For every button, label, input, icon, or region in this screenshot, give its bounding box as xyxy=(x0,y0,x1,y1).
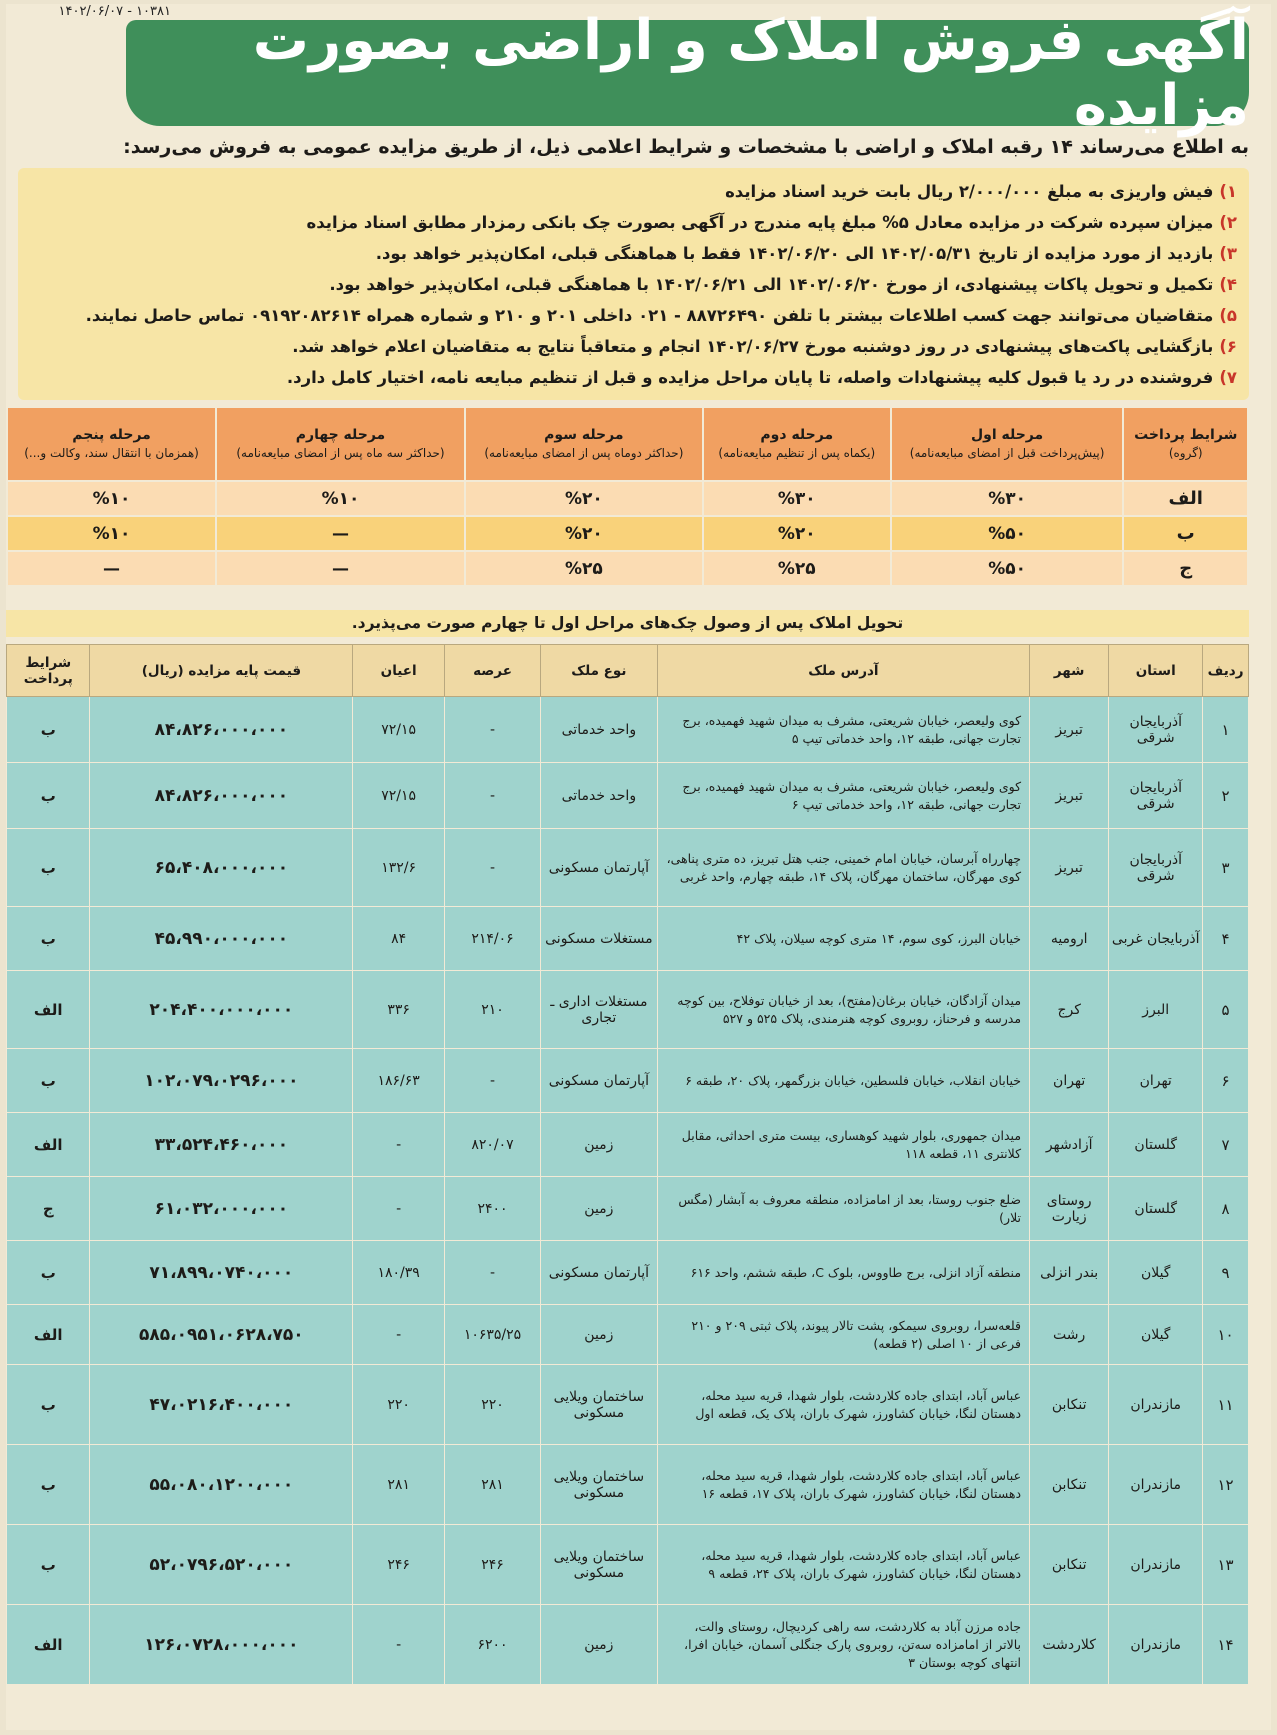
condition-number: ۶) xyxy=(1219,337,1237,356)
payment-group-cell: الف xyxy=(7,971,90,1049)
address-cell: عباس آباد، ابتدای جاده کلاردشت، بلوار شهدا، قریه سید محله، دهستان لنگا، خیابان کشاورز، شهرک باران، پلاک ۲۴، قطعه ۹ xyxy=(657,1525,1029,1605)
condition-text: بازدید از مورد مزایده از تاریخ ۱۴۰۲/۰۵/۳۱ الی ۱۴۰۲/۰۶/۲۰ فقط با هماهنگی قبلی، امکان‌پذیر خواهد بود. xyxy=(375,244,1214,263)
province-cell: آذربایجان شرقی xyxy=(1109,829,1203,907)
address-cell: خیابان البرز، کوی سوم، ۱۴ متری کوچه سیلان، پلاک ۴۲ xyxy=(657,907,1029,971)
row-number-cell: ۶ xyxy=(1203,1049,1249,1113)
land-area-cell: - xyxy=(445,697,541,763)
row-number-cell: ۳ xyxy=(1203,829,1249,907)
table-header-cell: قیمت پایه مزایده (ریال) xyxy=(90,645,353,697)
property-type-cell: مستغلات اداری ـ تجاری xyxy=(540,971,657,1049)
payment-group: ب xyxy=(1123,516,1248,551)
table-row xyxy=(7,697,1249,763)
building-area-cell: ۲۲۰ xyxy=(353,1365,445,1445)
payment-group-cell: ب xyxy=(7,697,90,763)
table-header-cell: عرصه xyxy=(445,645,541,697)
building-area-cell: - xyxy=(353,1305,445,1365)
condition-item xyxy=(30,176,1237,207)
payment-group: الف xyxy=(1123,481,1248,516)
payment-group-cell: الف xyxy=(7,1113,90,1177)
condition-number: ۱) xyxy=(1219,182,1237,201)
condition-number: ۲) xyxy=(1219,213,1237,232)
table-row xyxy=(7,907,1249,971)
address-cell: عباس آباد، ابتدای جاده کلاردشت، بلوار شهدا، قریه سید محله، دهستان لنگا، خیابان کشاورز، شهرک باران، پلاک یک، قطعه اول xyxy=(657,1365,1029,1445)
condition-number: ۷) xyxy=(1219,368,1237,387)
city-cell: آزادشهر xyxy=(1030,1113,1109,1177)
condition-text: فیش واریزی به مبلغ ۲/۰۰۰/۰۰۰ ریال بابت خرید اسناد مزایده xyxy=(725,182,1214,201)
payment-group-cell: ب xyxy=(7,829,90,907)
table-header-cell: استان xyxy=(1109,645,1203,697)
table-row xyxy=(7,1445,1249,1525)
building-area-cell: ۱۳۲/۶ xyxy=(353,829,445,907)
city-cell: تنکابن xyxy=(1030,1445,1109,1525)
payment-group-cell: ب xyxy=(7,1049,90,1113)
land-area-cell: - xyxy=(445,1049,541,1113)
land-area-cell: - xyxy=(445,1241,541,1305)
properties-table-header xyxy=(7,645,1249,697)
building-area-cell: ۲۸۱ xyxy=(353,1445,445,1525)
province-cell: مازندران xyxy=(1109,1525,1203,1605)
payment-table-header xyxy=(7,407,1248,481)
base-price-cell: ۵۵،۰۸۰،۱۲۰۰،۰۰۰ xyxy=(90,1445,353,1525)
table-header-cell: اعیان xyxy=(353,645,445,697)
condition-number: ۴) xyxy=(1219,275,1237,294)
row-number-cell: ۸ xyxy=(1203,1177,1249,1241)
land-area-cell: - xyxy=(445,829,541,907)
base-price-cell: ۸۴،۸۲۶،۰۰۰،۰۰۰ xyxy=(90,697,353,763)
payment-header-cell: مرحله پنجم (همزمان با انتقال سند، وکالت و...) xyxy=(7,407,216,481)
province-cell: البرز xyxy=(1109,971,1203,1049)
payment-terms-table xyxy=(6,406,1249,587)
row-number-cell: ۱۳ xyxy=(1203,1525,1249,1605)
table-header-cell: شرایط پرداخت xyxy=(7,645,90,697)
base-price-cell: ۵۸۵،۰۹۵۱،۰۶۲۸،۷۵۰ xyxy=(90,1305,353,1365)
payment-percent: %۵۰ xyxy=(891,551,1124,586)
row-number-cell: ۱۲ xyxy=(1203,1445,1249,1525)
condition-item xyxy=(30,238,1237,269)
payment-group-cell: الف xyxy=(7,1605,90,1685)
condition-text: میزان سپرده شرکت در مزایده معادل ۵% مبلغ پایه مندرج در آگهی بصورت چک بانکی رمزدار مطابق اسناد مزایده xyxy=(306,213,1214,232)
payment-percent: — xyxy=(216,516,465,551)
issue-number: ۱۴۰۲/۰۶/۰۷ - ۱۰۳۸۱ xyxy=(58,4,171,19)
condition-item xyxy=(30,269,1237,300)
newspaper-page xyxy=(6,4,1271,1730)
province-cell: آذربایجان غربی xyxy=(1109,907,1203,971)
address-cell: کوی ولیعصر، خیابان شریعتی، مشرف به میدان شهید فهمیده، برج تجارت جهانی، طبقه ۱۲، واحد خدماتی تیپ ۵ xyxy=(657,697,1029,763)
payment-group-cell: ب xyxy=(7,1525,90,1605)
table-row xyxy=(7,763,1249,829)
base-price-cell: ۶۱،۰۳۲،۰۰۰،۰۰۰ xyxy=(90,1177,353,1241)
table-header-cell: نوع ملک xyxy=(540,645,657,697)
address-cell: کوی ولیعصر، خیابان شریعتی، مشرف به میدان شهید فهمیده، برج تجارت جهانی، طبقه ۱۲، واحد خدماتی تیپ ۶ xyxy=(657,763,1029,829)
base-price-cell: ۷۱،۸۹۹،۰۷۴۰،۰۰۰ xyxy=(90,1241,353,1305)
address-cell: ضلع جنوب روستا، بعد از امامزاده، منطقه معروف به آبشار (مگس تلار) xyxy=(657,1177,1029,1241)
payment-group-cell: ج xyxy=(7,1177,90,1241)
row-number-cell: ۲ xyxy=(1203,763,1249,829)
row-number-cell: ۱۰ xyxy=(1203,1305,1249,1365)
property-type-cell: واحد خدماتی xyxy=(540,697,657,763)
city-cell: تهران xyxy=(1030,1049,1109,1113)
building-area-cell: - xyxy=(353,1605,445,1685)
property-type-cell: آپارتمان مسکونی xyxy=(540,829,657,907)
base-price-cell: ۸۴،۸۲۶،۰۰۰،۰۰۰ xyxy=(90,763,353,829)
province-cell: گلستان xyxy=(1109,1113,1203,1177)
condition-item xyxy=(30,207,1237,238)
building-area-cell: ۳۳۶ xyxy=(353,971,445,1049)
condition-text: بازگشایی پاکت‌های پیشنهادی در روز دوشنبه مورخ ۱۴۰۲/۰۶/۲۷ انجام و متعاقباً نتایج به متقاضیان اعلام خواهد شد. xyxy=(292,337,1214,356)
payment-header-cell: مرحله دوم (یکماه پس از تنظیم مبایعه‌نامه) xyxy=(703,407,891,481)
payment-percent: %۲۰ xyxy=(703,516,891,551)
building-area-cell: ۷۲/۱۵ xyxy=(353,763,445,829)
table-row xyxy=(7,1049,1249,1113)
payment-group-cell: ب xyxy=(7,763,90,829)
payment-group-cell: ب xyxy=(7,1365,90,1445)
land-area-cell: ۲۸۱ xyxy=(445,1445,541,1525)
row-number-cell: ۴ xyxy=(1203,907,1249,971)
land-area-cell: ۲۲۰ xyxy=(445,1365,541,1445)
address-cell: خیابان انقلاب، خیابان فلسطین، خیابان بزرگمهر، پلاک ۲۰، طبقه ۶ xyxy=(657,1049,1029,1113)
address-cell: میدان جمهوری، بلوار شهید کوهساری، بیست متری احداثی، مقابل کلانتری ۱۱، قطعه ۱۱۸ xyxy=(657,1113,1029,1177)
property-type-cell: آپارتمان مسکونی xyxy=(540,1049,657,1113)
row-number-cell: ۱۴ xyxy=(1203,1605,1249,1685)
property-type-cell: آپارتمان مسکونی xyxy=(540,1241,657,1305)
property-type-cell: ساختمان ویلایی مسکونی xyxy=(540,1445,657,1525)
building-area-cell: ۲۴۶ xyxy=(353,1525,445,1605)
table-row xyxy=(7,1605,1249,1685)
payment-percent: — xyxy=(7,551,216,586)
row-number-cell: ۱ xyxy=(1203,697,1249,763)
property-type-cell: زمین xyxy=(540,1177,657,1241)
province-cell: آذربایجان شرقی xyxy=(1109,697,1203,763)
building-area-cell: ۱۸۰/۳۹ xyxy=(353,1241,445,1305)
payment-row xyxy=(7,481,1248,516)
payment-group-cell: الف xyxy=(7,1305,90,1365)
row-number-cell: ۵ xyxy=(1203,971,1249,1049)
payment-percent: %۲۰ xyxy=(465,516,703,551)
page-title: آگهی فروش املاک و اراضی بصورت مزایده xyxy=(252,8,1249,138)
condition-item xyxy=(30,362,1237,393)
property-type-cell: زمین xyxy=(540,1605,657,1685)
base-price-cell: ۱۰۲،۰۷۹،۰۲۹۶،۰۰۰ xyxy=(90,1049,353,1113)
base-price-cell: ۴۵،۹۹۰،۰۰۰،۰۰۰ xyxy=(90,907,353,971)
condition-text: تکمیل و تحویل پاکات پیشنهادی، از مورخ ۱۴۰۲/۰۶/۲۰ الی ۱۴۰۲/۰۶/۲۱ با هماهنگی قبلی، امکان‌پذیر خواهد بود. xyxy=(329,275,1214,294)
payment-group-cell: ب xyxy=(7,1445,90,1525)
payment-percent: %۳۰ xyxy=(703,481,891,516)
province-cell: تهران xyxy=(1109,1049,1203,1113)
city-cell: روستای زیارت xyxy=(1030,1177,1109,1241)
row-number-cell: ۱۱ xyxy=(1203,1365,1249,1445)
land-area-cell: ۸۲۰/۰۷ xyxy=(445,1113,541,1177)
table-header-cell: ردیف xyxy=(1203,645,1249,697)
table-header-cell: آدرس ملک xyxy=(657,645,1029,697)
conditions-box xyxy=(18,168,1249,400)
building-area-cell: ۸۴ xyxy=(353,907,445,971)
building-area-cell: - xyxy=(353,1177,445,1241)
properties-table xyxy=(6,644,1249,1685)
payment-percent: %۱۰ xyxy=(7,481,216,516)
payment-header-cell: شرایط پرداخت (گروه) xyxy=(1123,407,1248,481)
payment-row xyxy=(7,551,1248,586)
condition-item xyxy=(30,300,1237,331)
city-cell: کلاردشت xyxy=(1030,1605,1109,1685)
table-row xyxy=(7,1113,1249,1177)
condition-item xyxy=(30,331,1237,362)
condition-text: فروشنده در رد یا قبول کلیه پیشنهادات واصله، تا پایان مراحل مزایده و قبل از تنظیم مبایعه نامه، اختیار کامل دارد. xyxy=(286,368,1214,387)
address-cell: چهارراه آبرسان، خیابان امام خمینی، جنب هتل تبریز، ده متری پناهی، کوی مهرگان، ساختمان مهرگان، پلاک ۱۴، طبقه چهارم، واحد غربی xyxy=(657,829,1029,907)
address-cell: عباس آباد، ابتدای جاده کلاردشت، بلوار شهدا، قریه سید محله، دهستان لنگا، خیابان کشاورز، شهرک باران، پلاک ۱۷، قطعه ۱۶ xyxy=(657,1445,1029,1525)
payment-row xyxy=(7,516,1248,551)
city-cell: ارومیه xyxy=(1030,907,1109,971)
land-area-cell: - xyxy=(445,763,541,829)
payment-header-cell: مرحله اول (پیش‌پرداخت قبل از امضای مبایعه‌نامه) xyxy=(891,407,1124,481)
row-number-cell: ۹ xyxy=(1203,1241,1249,1305)
table-row xyxy=(7,1241,1249,1305)
province-cell: گلستان xyxy=(1109,1177,1203,1241)
payment-group-cell: ب xyxy=(7,1241,90,1305)
payment-header-cell: مرحله سوم (حداکثر دوماه پس از امضای مبایعه‌نامه) xyxy=(465,407,703,481)
payment-percent: %۲۵ xyxy=(703,551,891,586)
city-cell: رشت xyxy=(1030,1305,1109,1365)
land-area-cell: ۲۴۶ xyxy=(445,1525,541,1605)
base-price-cell: ۳۳،۵۲۴،۴۶۰،۰۰۰ xyxy=(90,1113,353,1177)
payment-percent: %۲۰ xyxy=(465,481,703,516)
table-row xyxy=(7,1305,1249,1365)
building-area-cell: ۱۸۶/۶۳ xyxy=(353,1049,445,1113)
city-cell: تبریز xyxy=(1030,697,1109,763)
address-cell: میدان آزادگان، خیابان برغان(مفتح)، بعد از خیابان توفلاح، بین کوچه مدرسه و فرحناز، روبروی کوچه هنرمندی، پلاک ۵۲۵ و ۵۲۷ xyxy=(657,971,1029,1049)
payment-group: ج xyxy=(1123,551,1248,586)
address-cell: جاده مرزن آباد به کلاردشت، سه راهی کردیچال، روستای والت، بالاتر از امامزاده سه‌تن، روبروی پارک جنگلی آسمان، خیابان افرا، انتهای کوچه بوستان ۳ xyxy=(657,1605,1029,1685)
condition-text: متقاضیان می‌توانند جهت کسب اطلاعات بیشتر با تلفن ۸۸۷۲۶۴۹۰ - ۰۲۱ داخلی ۲۰۱ و ۲۱۰ و شماره همراه ۰۹۱۹۲۰۸۲۶۱۴ تماس حاصل نمایند. xyxy=(85,306,1214,325)
intro-text: به اطلاع می‌رساند ۱۴ رقبه املاک و اراضی با مشخصات و شرایط اعلامی ذیل، از طریق مزایده عمومی به فروش می‌رسد: xyxy=(123,136,1249,158)
property-type-cell: زمین xyxy=(540,1305,657,1365)
land-area-cell: ۲۴۰۰ xyxy=(445,1177,541,1241)
property-type-cell: زمین xyxy=(540,1113,657,1177)
condition-number: ۵) xyxy=(1219,306,1237,325)
payment-percent: %۲۵ xyxy=(465,551,703,586)
land-area-cell: ۶۲۰۰ xyxy=(445,1605,541,1685)
delivery-note: تحویل املاک پس از وصول چک‌های مراحل اول تا چهارم صورت می‌پذیرد. xyxy=(6,610,1249,637)
payment-percent: %۵۰ xyxy=(891,516,1124,551)
base-price-cell: ۴۷،۰۲۱۶،۴۰۰،۰۰۰ xyxy=(90,1365,353,1445)
building-area-cell: - xyxy=(353,1113,445,1177)
base-price-cell: ۵۲،۰۷۹۶،۵۲۰،۰۰۰ xyxy=(90,1525,353,1605)
base-price-cell: ۱۲۶،۰۷۲۸،۰۰۰،۰۰۰ xyxy=(90,1605,353,1685)
land-area-cell: ۲۱۰ xyxy=(445,971,541,1049)
base-price-cell: ۲۰۴،۴۰۰،۰۰۰،۰۰۰ xyxy=(90,971,353,1049)
province-cell: گیلان xyxy=(1109,1241,1203,1305)
province-cell: گیلان xyxy=(1109,1305,1203,1365)
table-row xyxy=(7,971,1249,1049)
payment-header-cell: مرحله چهارم (حداکثر سه ماه پس از امضای مبایعه‌نامه) xyxy=(216,407,465,481)
table-row xyxy=(7,829,1249,907)
table-header-cell: شهر xyxy=(1030,645,1109,697)
address-cell: قلعه‌سرا، روبروی سیمکو، پشت تالار پیوند، پلاک ثبتی ۲۰۹ و ۲۱۰ فرعی از ۱۰ اصلی (۲ قطعه) xyxy=(657,1305,1029,1365)
province-cell: مازندران xyxy=(1109,1365,1203,1445)
payment-group-cell: ب xyxy=(7,907,90,971)
city-cell: تنکابن xyxy=(1030,1365,1109,1445)
property-type-cell: ساختمان ویلایی مسکونی xyxy=(540,1525,657,1605)
base-price-cell: ۶۵،۴۰۸،۰۰۰،۰۰۰ xyxy=(90,829,353,907)
city-cell: تبریز xyxy=(1030,763,1109,829)
address-cell: منطقه آزاد انزلی، برج طاووس، بلوک C، طبقه ششم، واحد ۶۱۶ xyxy=(657,1241,1029,1305)
land-area-cell: ۱۰۶۳۵/۲۵ xyxy=(445,1305,541,1365)
payment-percent: %۳۰ xyxy=(891,481,1124,516)
building-area-cell: ۷۲/۱۵ xyxy=(353,697,445,763)
payment-percent: %۱۰ xyxy=(7,516,216,551)
condition-number: ۳) xyxy=(1219,244,1237,263)
property-type-cell: واحد خدماتی xyxy=(540,763,657,829)
province-cell: مازندران xyxy=(1109,1605,1203,1685)
city-cell: بندر انزلی xyxy=(1030,1241,1109,1305)
row-number-cell: ۷ xyxy=(1203,1113,1249,1177)
city-cell: کرج xyxy=(1030,971,1109,1049)
payment-percent: — xyxy=(216,551,465,586)
land-area-cell: ۲۱۴/۰۶ xyxy=(445,907,541,971)
province-cell: آذربایجان شرقی xyxy=(1109,763,1203,829)
title-banner xyxy=(126,8,1249,138)
property-type-cell: ساختمان ویلایی مسکونی xyxy=(540,1365,657,1445)
table-row xyxy=(7,1365,1249,1445)
city-cell: تبریز xyxy=(1030,829,1109,907)
payment-percent: %۱۰ xyxy=(216,481,465,516)
property-type-cell: مستغلات مسکونی xyxy=(540,907,657,971)
table-row xyxy=(7,1525,1249,1605)
city-cell: تنکابن xyxy=(1030,1525,1109,1605)
table-row xyxy=(7,1177,1249,1241)
province-cell: مازندران xyxy=(1109,1445,1203,1525)
